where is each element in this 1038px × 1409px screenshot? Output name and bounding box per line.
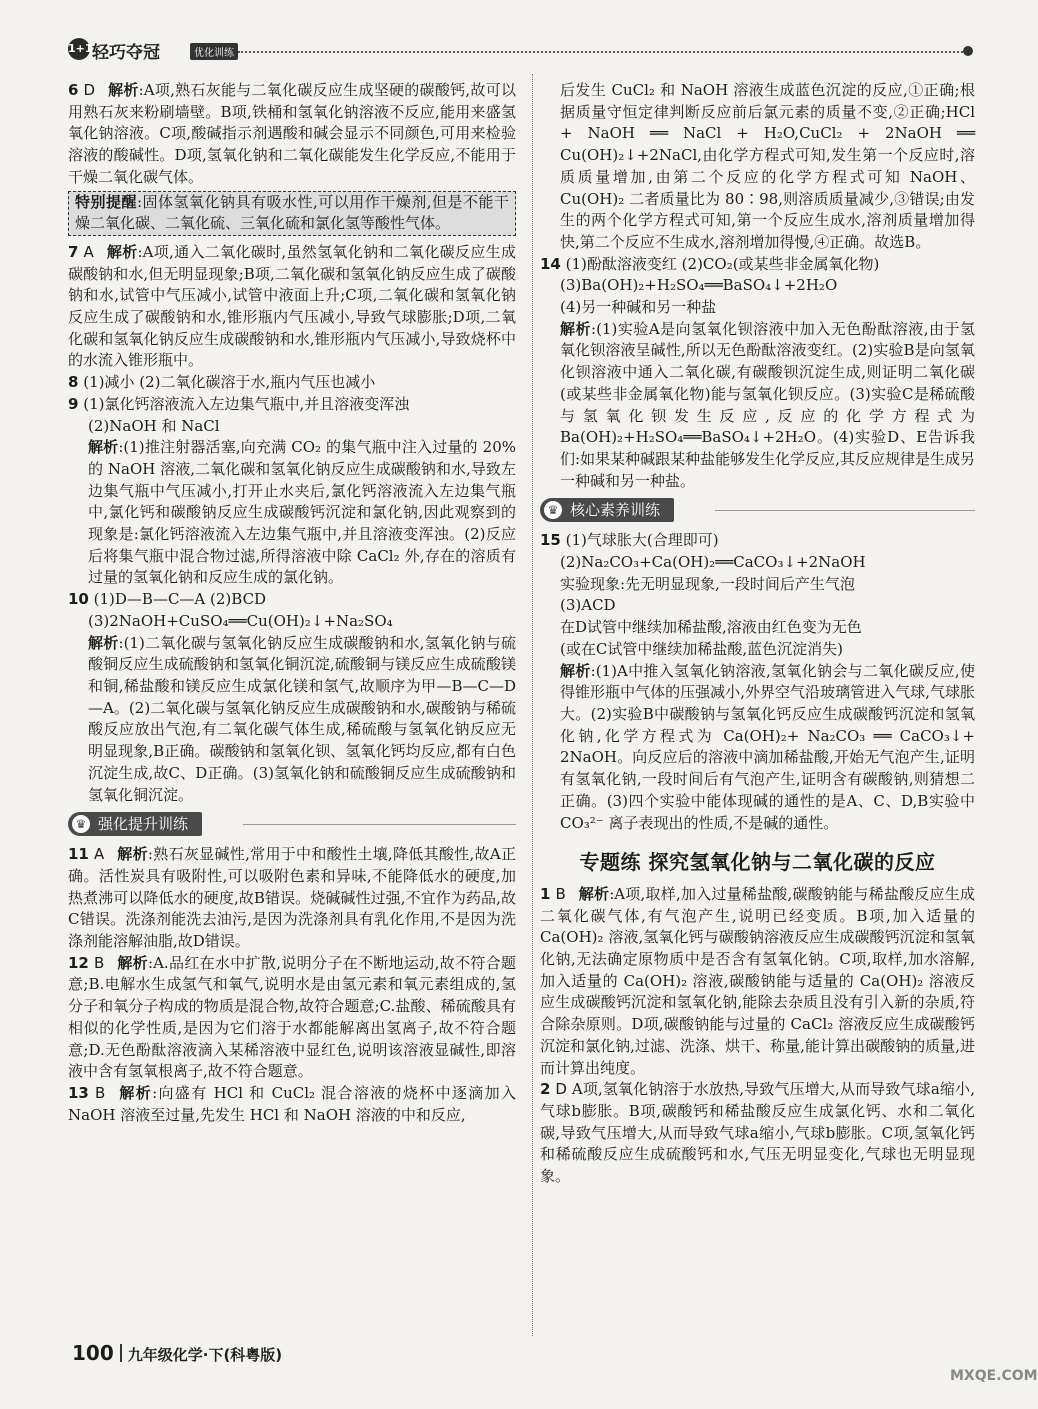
answer-11 [68, 844, 516, 953]
answer-text: 在D试管中继续加稀盐酸,溶液由红色变为无色 [560, 618, 862, 637]
answer-text: (1)气球胀大(合理即可) [565, 531, 719, 550]
tip-text: :固体氢氧化钠具有吸水性,可以用作干燥剂,但是不能干燥二氧化碳、二氧化硫、三氧化硫和氯化氢等酸性气体。 [75, 192, 509, 233]
answer-14-body [540, 275, 975, 492]
topic-answer-2 [540, 1079, 975, 1188]
answer-letter: B [95, 1083, 106, 1102]
question-number: 8 [68, 373, 79, 392]
banner-label: 核心素养训练 [570, 501, 661, 520]
analysis-label: 解析 [88, 438, 119, 457]
question-number: 15 [540, 531, 561, 550]
answer-text: (2)NaOH 和 NaCl [88, 416, 220, 435]
analysis-label: 解析 [108, 81, 139, 99]
page-footer [72, 1341, 282, 1365]
answer-13 [68, 1083, 516, 1126]
analysis-text: A项,氢氧化钠溶于水放热,导致气压增大,从而导致气球a缩小,气球b膨胀。B项,碳酸钙和稀盐酸反应生成氯化钙、水和二氧化碳,导致气压增大,从而导致气球a缩小,气球b膨胀。C项,氢氧化钙和稀硫酸反应生成硫酸钙和水,气压无明显变化,气球也无明显现象。 [540, 1080, 975, 1186]
answer-12 [68, 953, 516, 1083]
answer-10 [68, 589, 516, 611]
page-number: 100 [72, 1341, 114, 1365]
special-tip-box [68, 191, 516, 236]
analysis-text: :熟石灰显碱性,常用于中和酸性土壤,降低其酸性,故A正确。活性炭具有吸附性,可以吸附色素和异味,不能降低水的硬度,加热煮沸可以降低水的硬度,故B错误。烧碱碱性过强,不宜作为药品,故C错误。洗涤剂能洗去油污,是因为洗涤剂具有乳化作用,不是因为洗涤剂能溶解油脂,故D错误。 [68, 845, 516, 951]
footer-separator [120, 1344, 122, 1362]
analysis-text: :(1)二氧化碳与氢氧化钠反应生成碳酸钠和水,氢氧化钠与硫酸铜反应生成硫酸钠和氢氧化铜沉淀,硫酸铜与镁反应生成硫酸镁和铜,稀盐酸和镁反应生成氯化镁和氢气,故顺序为甲—B—C—D—A。(2)二氧化碳与氢氧化钠反应生成碳酸钠和水,碳酸钠与稀硫酸反应放出气泡,有二氧化碳气体生成,稀硫酸与氢氧化钠反应无明显现象,B正确。碳酸钠和氢氧化钡、氢氧化钙均反应,都有白色沉淀生成,故C、D正确。(3)氢氧化钠和硫酸铜反应生成硫酸钠和氢氧化铜沉淀。 [88, 633, 516, 804]
answer-letter: A [93, 845, 105, 864]
right-column [540, 80, 975, 1188]
analysis-text: :A项,通入二氧化碳时,虽然氢氧化钠和二氧化碳反应生成碳酸钠和水,但无明显现象;B项,二氧化碳和氢氧化钠反应生成了碳酸钠和水,试管中气压减小,试管中液面上升;C项,二氧化碳和氢氧化钠反应生成了碳酸钠和水,锥形瓶内气压减小,导致气球膨胀;D项,二氧化碳和氢氧化钠反应生成碳酸钠和水,锥形瓶内气压减小,导致烧杯中的水流入锥形瓶中。 [68, 242, 516, 370]
analysis-text: :向盛有 HCl 和 CuCl₂ 混合溶液的烧杯中逐滴加入 NaOH 溶液至过量,先发生 HCl 和 NaOH 溶液的中和反应, [68, 1083, 516, 1124]
analysis-label: 解析 [117, 845, 148, 864]
header-dot-icon [963, 46, 973, 56]
answer-text: (4)另一种碱和另一种盐 [560, 298, 717, 317]
answer-letter: B [555, 884, 566, 903]
left-column [68, 80, 516, 1126]
answer-9-body [68, 416, 516, 590]
answer-text: (3)ACD [560, 596, 616, 615]
analysis-label: 解析 [117, 953, 149, 972]
analysis-label: 解析 [106, 242, 138, 261]
answer-13-continued [540, 80, 975, 254]
analysis-text: :A项,取样,加入过量稀盐酸,碳酸钠能与稀盐酸反应生成二氧化碳气体,有气泡产生,说明已经变质。B项,加入适量的 Ca(OH)₂ 溶液,氢氧化钙与碳酸钠溶液反应生成碳酸钙沉淀和氢氧化钠,无法确定原物质中是否含有氢氧化钠。C项,取样,加水溶解,加入适量的 Ca(OH)₂ 溶液,碳酸钠能与适量的 Ca(OH)₂ 溶液反应生成碳酸钙沉淀和氢氧化钠,能除去杂质且没有引入新的杂质,符合除杂原则。D项,碳酸钠能与过量的 CaCl₂ 溶液反应生成碳酸钙沉淀和氯化钠,过滤、洗涤、烘干、称量,能计算出碳酸钠的质量,进而计算出纯度。 [540, 884, 975, 1077]
analysis-label: 解析 [119, 1083, 153, 1102]
section-banner-strengthen [68, 812, 516, 838]
analysis-label: 解析 [88, 633, 119, 652]
banner-line [243, 824, 516, 825]
question-number: 9 [68, 394, 79, 413]
banner-box [68, 812, 202, 836]
section-title: 专题练 探究氢氧化钠与二氧化碳的反应 [579, 850, 936, 875]
banner-line [715, 510, 975, 511]
logo-text: 轻巧夺冠 [92, 43, 160, 63]
footer-text: 九年级化学·下(科粤版) [127, 1346, 283, 1364]
analysis-text: 后发生 CuCl₂ 和 NaOH 溶液生成蓝色沉淀的反应,①正确;根据质量守恒定律判断反应前后氯元素的质量不变,②正确;HCl + NaOH ══ NaCl + H₂O,CuCl₂ + 2NaOH ══ Cu(OH)₂↓+2NaCl,由化学方程式可知,发生第一个反应时,溶质质量增加,由第二个反应的化学方程式可知 NaOH、Cu(OH)₂ 二者质量比为 80∶98,则溶质质量减少,③错误;由发生的两个化学方程式可知,第一个反应生成水,溶剂质量增加得快,第二个反应不生成水,溶剂增加得慢,④正确。故选B。 [560, 81, 975, 251]
answer-9 [68, 394, 516, 416]
answer-text: (1)酚酞溶液变红 (2)CO₂(或某些非金属氧化物) [565, 254, 880, 273]
tip-label: 特别提醒 [75, 192, 137, 211]
question-number: 13 [68, 1083, 89, 1102]
answer-14 [540, 254, 975, 276]
analysis-text: :(1)推注射器活塞,向充满 CO₂ 的集气瓶中注入过量的 20% 的 NaOH 溶液,二氧化碳和氢氧化钠反应生成碳酸钠和水,导致左边集气瓶中气压减小,打开止水夹后,氯化钙溶液流入左边集气瓶中,氯化钙和碳酸钠反应生成碳酸钙沉淀和氯化钠,因此观察到的现象是:氯化钙溶液流入左边集气瓶中,并且溶液变浑浊。(2)反应后将集气瓶中混合物过滤,所得溶液中除 CaCl₂ 外,存在的溶质有过量的氢氧化钠和反应生成的氯化钠。 [88, 438, 516, 587]
analysis-text: :A.品红在水中扩散,说明分子在不断地运动,故不符合题意;B.电解水生成氢气和氧气,说明水是由氢元素和氧元素组成的,氢分子和氧分子构成的物质是混合物,故符合题意;C.盐酸、稀硫酸具有相似的化学性质,是因为它们溶于水都能解离出氢离子,故不符合题意;D.无色酚酞溶液滴入某稀溶液中显红色,说明该溶液显碱性,即溶液中含有氢氧根离子,故不符合题意。 [68, 953, 516, 1081]
banner-box [540, 498, 674, 522]
banner-label: 强化提升训练 [98, 815, 189, 834]
analysis-text: :A项,熟石灰能与二氧化碳反应生成坚硬的碳酸钙,故可以用熟石灰来粉刷墙壁。B项,铁桶和氢氧化钠溶液不反应,能用来盛氢氧化钠溶液。C项,酸碱指示剂遇酸和碱会显示不同颜色,可用来检验溶液的酸碱性。D项,氢氧化钠和二氧化碳能发生化学反应,不能用于干燥二氧化碳气体。 [68, 81, 516, 186]
answer-text: (1)减小 (2)二氧化碳溶于水,瓶内气压也减小 [83, 373, 376, 392]
answer-letter: D [555, 1080, 567, 1099]
page-header [58, 34, 973, 70]
logo-badge: 优化训练 [190, 43, 238, 60]
answer-text: (或在C试管中继续加稀盐酸,蓝色沉淀消失) [560, 639, 843, 658]
section-banner-core [540, 498, 975, 524]
column-divider [532, 74, 533, 1336]
logo-icon: 1+1 [68, 38, 90, 60]
answer-15-body [540, 552, 975, 834]
header-rule [238, 51, 963, 53]
answer-6 [68, 80, 516, 189]
question-number: 2 [540, 1080, 551, 1099]
question-number: 6 [68, 81, 79, 99]
question-number: 14 [540, 254, 561, 273]
question-number: 11 [68, 845, 89, 864]
question-number: 10 [68, 590, 89, 609]
answer-10-body [68, 611, 516, 806]
answer-text: (2)Na₂CO₃+Ca(OH)₂══CaCO₃↓+2NaOH [560, 553, 866, 572]
analysis-text: :(1)A中推入氢氧化钠溶液,氢氧化钠会与二氧化碳反应,使得锥形瓶中气体的压强减小,外界空气沿玻璃管进入气球,气球胀大。(2)实验B中碳酸钠与氢氧化钙反应生成碳酸钙沉淀和氢氧化钠,化学方程式为 Ca(OH)₂+ Na₂CO₃ ══ CaCO₃↓+ 2NaOH。向反应后的溶液中滴加稀盐酸,开始无气泡产生,证明有氢氧化钠,一段时间后有气泡产生,证明含有碳酸钠,则猜想二正确。(3)四个实验中能体现碱的通性的是A、C、D,B实验中 CO₃²⁻ 离子表现出的性质,不是碱的通性。 [560, 661, 975, 832]
question-number: 12 [68, 953, 89, 972]
analysis-text: :(1)实验A是向氢氧化钡溶液中加入无色酚酞溶液,由于氢氧化钡溶液呈碱性,所以无色酚酞溶液变红。(2)实验B是向氢氧化钡溶液中通入二氧化碳,有碳酸钡沉淀生成,则证明二氧化碳(或某些非金属氧化物)能与氢氧化钡反应。(3)实验C是稀硫酸与氢氧化钡发生反应,反应的化学方程式为Ba(OH)₂+H₂SO₄══BaSO₄↓+2H₂O。(4)实验D、E告诉我们:如果某种碱跟某种盐能够发生化学反应,其反应规律是生成另一种碱和另一种盐。 [560, 319, 975, 490]
answer-text: (1)D—B—C—A (2)BCD [93, 590, 267, 609]
crown-icon: ♛ [72, 815, 90, 833]
answer-7 [68, 242, 516, 372]
answer-text: (3)Ba(OH)₂+H₂SO₄══BaSO₄↓+2H₂O [560, 276, 838, 295]
answer-text: (1)氯化钙溶液流入左边集气瓶中,并且溶液变浑浊 [83, 394, 410, 413]
answer-8 [68, 372, 516, 394]
question-number: 7 [68, 242, 79, 261]
answer-text: 实验现象:先无明显现象,一段时间后产生气泡 [560, 574, 855, 593]
answer-letter: A [83, 242, 94, 261]
answer-15 [540, 530, 975, 552]
question-number: 1 [540, 884, 551, 903]
answer-letter: B [93, 953, 105, 972]
crown-icon: ♛ [544, 501, 562, 519]
topic-answer-1 [540, 884, 975, 1079]
answer-letter: D [83, 81, 96, 99]
analysis-label: 解析 [560, 319, 592, 338]
analysis-label: 解析 [560, 661, 591, 680]
analysis-label: 解析 [578, 884, 610, 903]
answer-text: (3)2NaOH+CuSO₄══Cu(OH)₂↓+Na₂SO₄ [88, 611, 393, 630]
watermark: MXQE.COM [950, 1368, 1038, 1384]
